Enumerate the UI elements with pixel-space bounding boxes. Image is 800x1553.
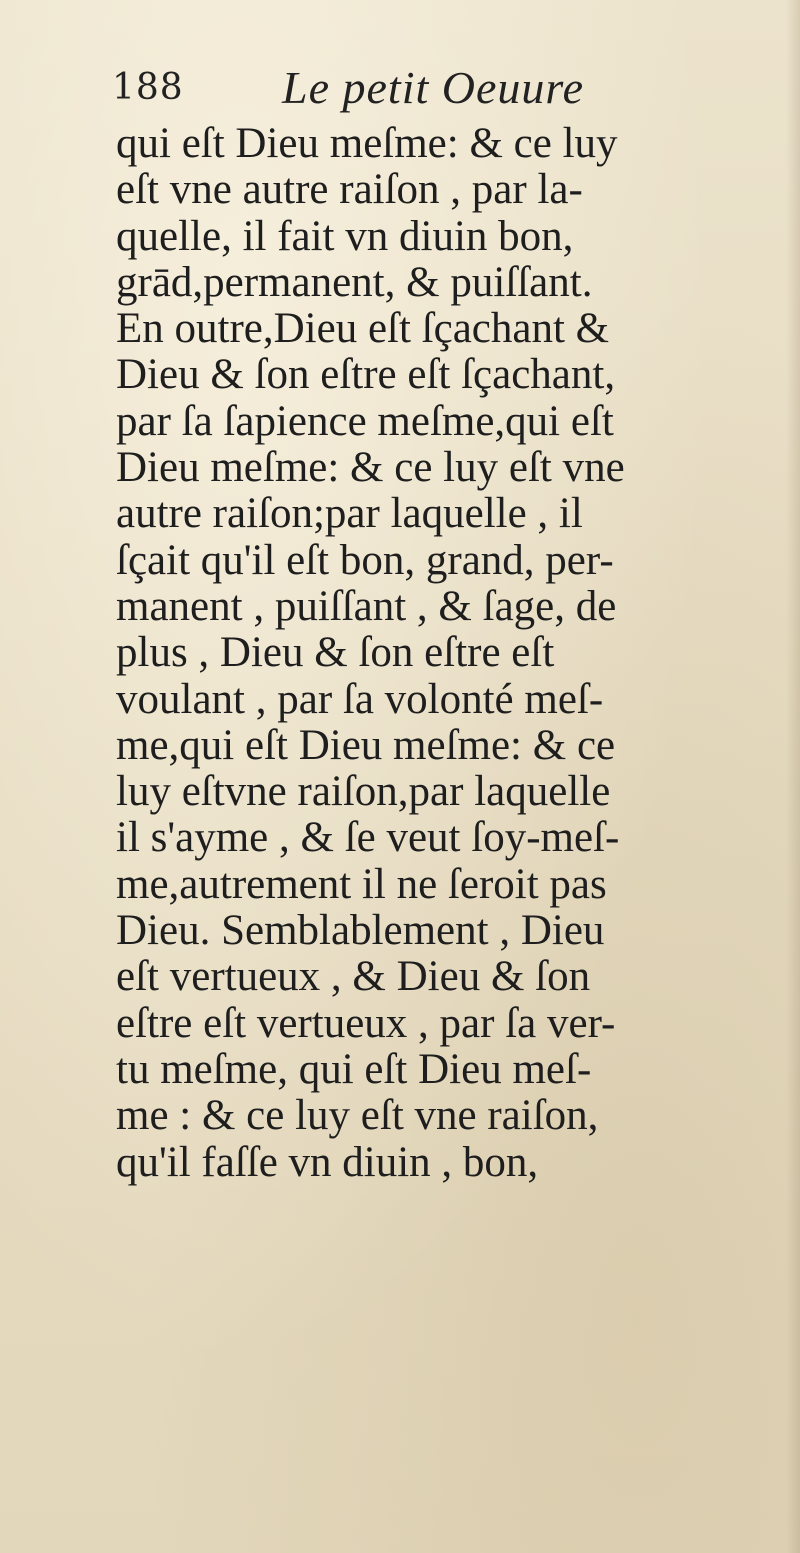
text-line: grād,permanent, & puiſſant.	[116, 258, 593, 306]
page-header	[112, 62, 672, 122]
text-line: qui eſt Dieu meſme: & ce luy	[116, 120, 618, 167]
text-line: manent , puiſſant , & ſage, de	[116, 582, 617, 630]
text-line: eſt vertueux , & Dieu & ſon	[116, 953, 591, 1001]
text-line: Dieu. Semblablement , Dieu	[116, 907, 605, 955]
page-number: 188	[112, 67, 184, 108]
text-line: il s'ayme , & ſe veut ſoy-meſ-	[116, 814, 620, 862]
text-line: En outre,Dieu eſt ſçachant &	[116, 305, 610, 353]
text-line: Dieu meſme: & ce luy eſt vne	[116, 444, 625, 492]
text-line: Dieu & ſon eſtre eſt ſçachant,	[116, 351, 616, 399]
text-line: me,qui eſt Dieu meſme: & ce	[116, 721, 616, 769]
text-line: ſçait qu'il eſt bon, grand, per-	[116, 536, 614, 584]
text-line: me,autrement il ne ſeroit pas	[116, 860, 607, 908]
text-line: qu'il faſſe vn diuin , bon,	[116, 1138, 539, 1186]
text-line: voulant , par ſa volonté meſ-	[116, 675, 604, 723]
text-line: luy eſtvne raiſon,par laquelle	[116, 768, 611, 816]
page-edge-shadow	[786, 0, 800, 1553]
text-line: plus , Dieu & ſon eſtre eſt	[116, 629, 555, 677]
text-line: par ſa ſapience meſme,qui eſt	[116, 397, 614, 445]
text-line: eſtre eſt vertueux , par ſa ver-	[116, 999, 616, 1047]
running-title: Le petit Oeuure	[282, 62, 585, 113]
text-line: quelle, il fait vn diuin bon,	[116, 212, 574, 260]
body-text	[116, 121, 776, 1186]
text-line: me : & ce luy eſt vne raiſon,	[116, 1092, 599, 1140]
text-line: eſt vne autre raiſon , par la-	[116, 166, 583, 214]
text-line: autre raiſon;par laquelle , il	[116, 490, 583, 538]
text-line: tu meſme, qui eſt Dieu meſ-	[116, 1045, 592, 1093]
